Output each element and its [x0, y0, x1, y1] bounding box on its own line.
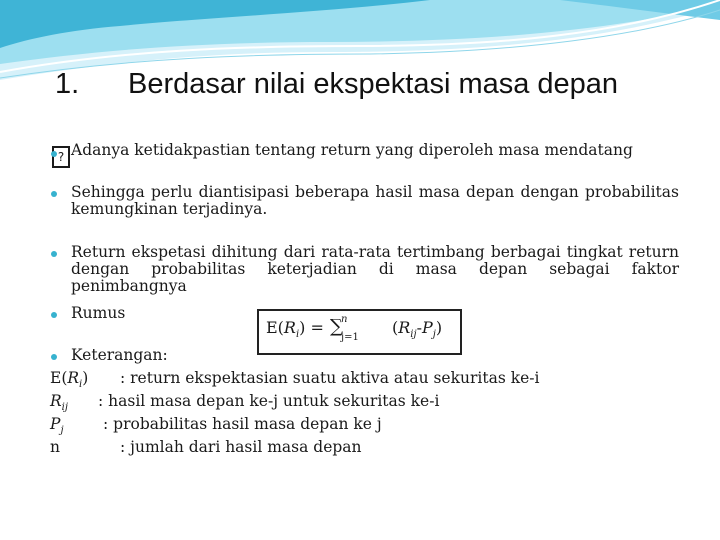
keterangan-term-eri: $E(R_i)$ — [50, 369, 89, 391]
keterangan-desc-rij: : hasil masa depan ke-j untuk sekuritas ke-i — [98, 392, 440, 410]
slide-title: Berdasar nilai ekspektasi masa depan — [128, 68, 619, 100]
bullet-1-line-1: Adanya ketidakpastian tentang return yang diperoleh masa mendatang — [71, 141, 633, 159]
keterangan-term-pj: $P_j$ — [50, 415, 64, 437]
bullet-marker — [51, 354, 57, 360]
formula-lhs: $E(R_i)$ = — [266, 318, 324, 341]
bullet-marker — [51, 191, 57, 197]
keterangan-desc-pj: : probabilitas hasil masa depan ke j — [103, 415, 382, 433]
keterangan-desc-eri: : return ekspektasian suatu aktiva atau sekuritas ke-i — [120, 369, 540, 387]
bullet-3-line-1: Return ekspetasi dihitung dari rata-rata tertimbang berbagai tingkat return — [71, 243, 679, 261]
formula-box — [257, 309, 462, 355]
bullet-4-text: Rumus — [71, 304, 126, 322]
missing-glyph-icon: ? — [52, 146, 70, 168]
keterangan-term-rij: $R_{ij}$ — [50, 392, 68, 414]
bullet-marker — [51, 251, 57, 257]
bullet-2-line-1: Sehingga perlu diantisipasi beberapa hasil masa depan dengan probabilitas — [71, 183, 679, 201]
formula-sigma-lower: j=1 — [341, 332, 359, 343]
keterangan-desc-n: : jumlah dari hasil masa depan — [120, 438, 362, 456]
formula-sigma-upper: n — [341, 314, 348, 325]
formula-rhs: $(R_{ij}-P_j)$ — [392, 318, 443, 341]
bullet-5-text: Keterangan: — [71, 346, 168, 364]
formula-sigma: ∑ — [330, 316, 343, 337]
bullet-2-line-2: kemungkinan terjadinya. — [71, 200, 268, 218]
keterangan-term-n: n — [50, 438, 60, 456]
title-number: 1. — [55, 68, 80, 100]
bullet-marker — [51, 312, 57, 318]
bullet-1-text — [71, 142, 679, 159]
bullet-marker — [51, 151, 57, 157]
bullet-3-line-2: dengan probabilitas keterjadian di masa depan sebagai faktor penimbangnya — [71, 260, 679, 295]
